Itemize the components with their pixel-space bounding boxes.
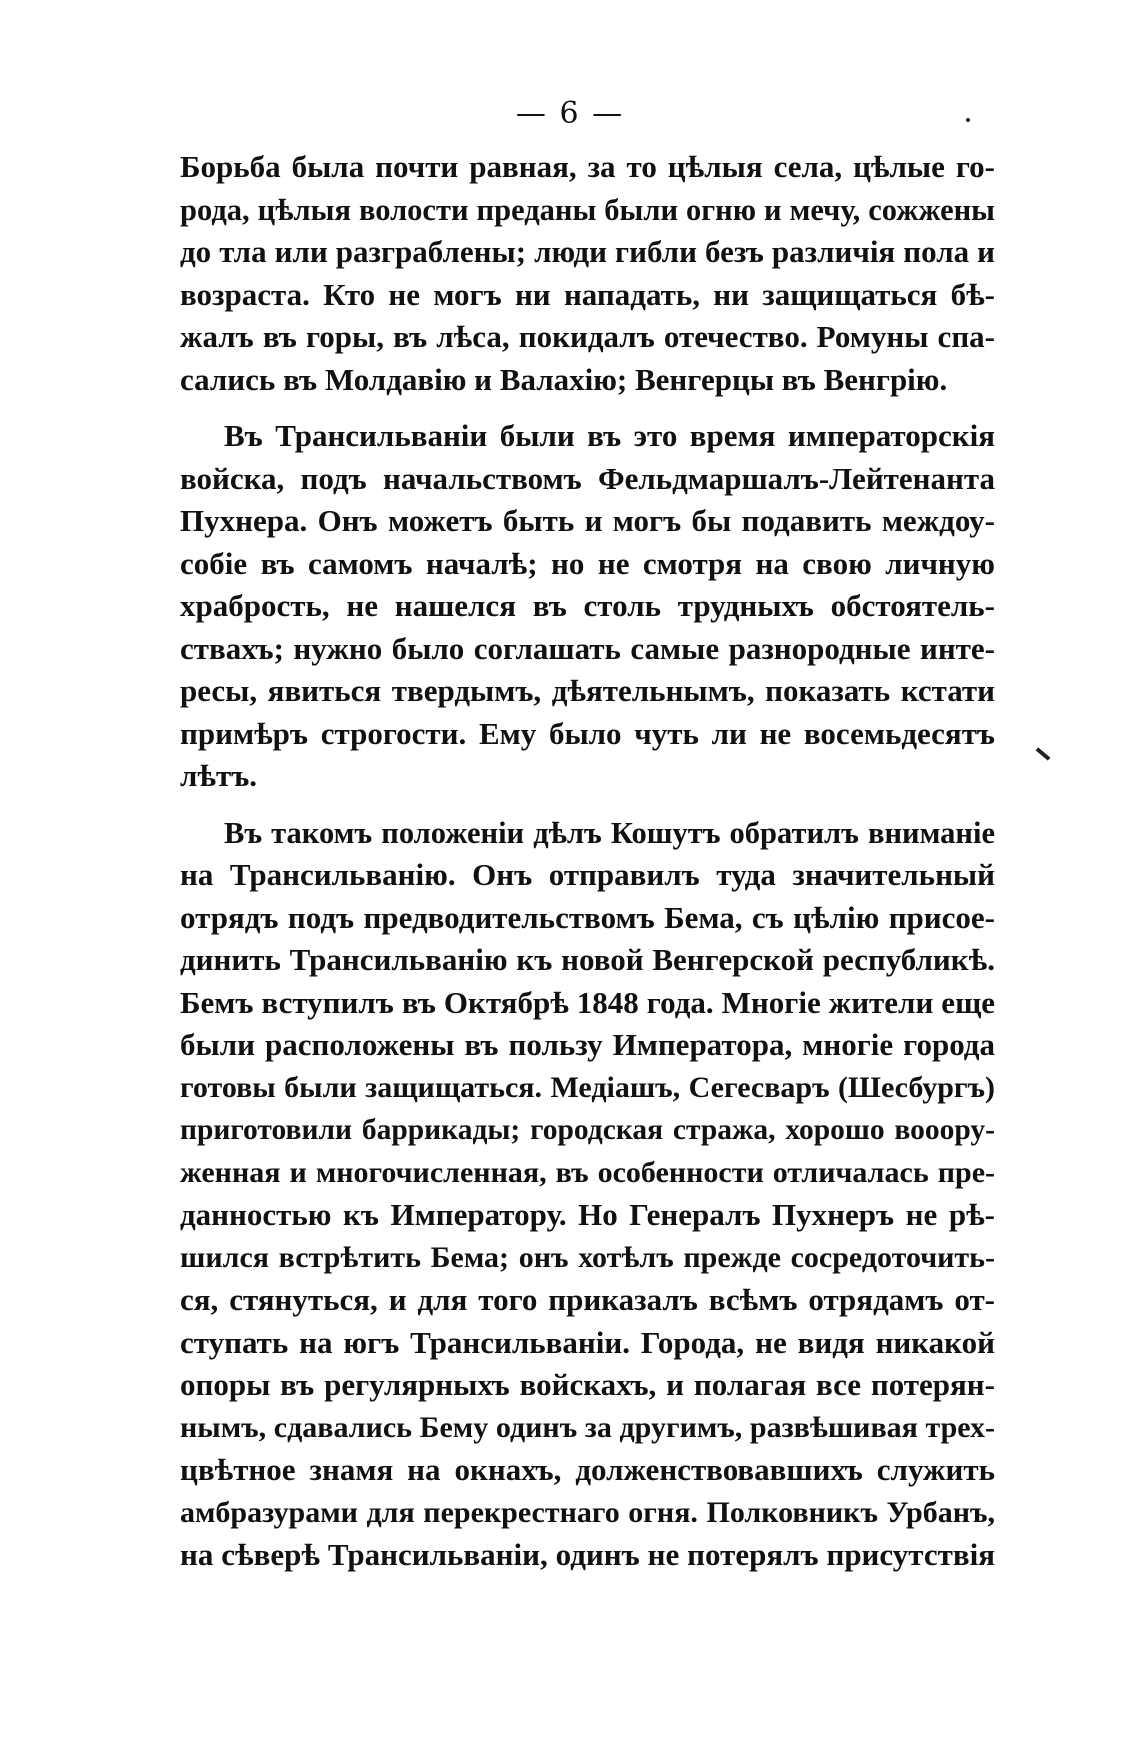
text-line: собіе въ самомъ началѣ; но не смотря на свою личную	[180, 545, 995, 581]
paragraph-gap	[180, 401, 995, 415]
page-number: — 6 —	[515, 96, 625, 131]
text-line: ся, стянуться, и для того приказалъ всѣмъ отрядамъ от-	[180, 1282, 995, 1317]
text-line: нымъ, сдавались Бему одинъ за другимъ, развѣшивая трех-	[180, 1410, 995, 1444]
text-line: женная и многочисленная, въ особенности отличалась пре-	[180, 1155, 995, 1189]
text-line: Пухнера. Онъ можетъ быть и могъ бы подавить междоу-	[180, 503, 995, 538]
text-line: шился встрѣтить Бема; онъ хотѣлъ прежде сосредоточить-	[180, 1240, 995, 1274]
paragraph	[180, 812, 995, 1577]
text-line: ствахъ; нужно было соглашать самые разнородные инте-	[180, 630, 995, 666]
text-line: примѣръ строгости. Ему было чуть ли не восемьдесятъ	[180, 715, 995, 751]
text-line: были расположены въ пользу Императора, многіе города	[180, 1027, 995, 1062]
text-line: ресы, явиться твердымъ, дѣятельнымъ, показать кстати	[180, 673, 995, 708]
text-line: опоры въ регулярныхъ войскахъ, и полагая все потерян-	[180, 1367, 995, 1402]
text-line: ступать на югъ Трансильваніи. Города, не видя никакой	[180, 1324, 995, 1360]
text-line: Въ Трансильваніи были въ это время императорскія	[224, 418, 995, 453]
margin-mark	[1036, 747, 1051, 760]
text-line: рода, цѣлыя волости преданы были огню и мечу, сожжены	[180, 192, 995, 227]
paragraph	[180, 415, 995, 798]
paragraph	[180, 146, 995, 401]
text-line: Въ такомъ положеніи дѣлъ Кошутъ обратилъ вниманіе	[224, 815, 995, 850]
text-line: на сѣверѣ Трансильваніи, одинъ не потерялъ присутствія	[180, 1537, 995, 1572]
text-line: цвѣтное знамя на окнахъ, долженствовавшихъ служить	[180, 1452, 995, 1487]
body-text	[180, 146, 995, 1577]
text-line: сались въ Молдавію и Валахію; Венгерцы въ Венгрію.	[180, 361, 948, 397]
text-line: до тла или разграблены; люди гибли безъ различія пола и	[180, 234, 995, 269]
text-line: приготовили баррикады; городская стража, хорошо вооору-	[180, 1114, 995, 1146]
text-line: отрядъ подъ предводительствомъ Бема, съ цѣлію присое-	[180, 899, 995, 935]
text-line: Борьба была почти равная, за то цѣлыя села, цѣлые го-	[180, 149, 995, 184]
text-line: на Трансильванію. Онъ отправилъ туда значительный	[180, 857, 995, 892]
text-line: амбразурами для перекрестнаго огня. Полковникъ Урбанъ,	[180, 1495, 995, 1529]
print-speck	[966, 118, 970, 122]
text-line: войска, подъ начальствомъ Фельдмаршалъ-Лейтенанта	[180, 460, 995, 496]
text-line: данностью къ Императору. Но Генералъ Пухнеръ не рѣ-	[180, 1197, 995, 1232]
text-line: Бемъ вступилъ въ Октябрѣ 1848 года. Многіе жители еще	[180, 984, 995, 1020]
text-line: возраста. Кто не могъ ни нападать, ни защищаться бѣ-	[180, 276, 995, 312]
text-line: храбрость, не нашелся въ столь трудныхъ обстоятель-	[180, 588, 995, 623]
text-line: лѣтъ.	[180, 758, 258, 793]
text-line: динить Трансильванію къ новой Венгерской республикѣ.	[180, 942, 995, 977]
text-line: готовы были защищаться. Медіашъ, Сегесваръ (Шесбургъ)	[180, 1070, 995, 1104]
paragraph-gap	[180, 798, 995, 812]
text-line: жалъ въ горы, въ лѣса, покидалъ отечество. Ромуны спа-	[180, 319, 995, 354]
